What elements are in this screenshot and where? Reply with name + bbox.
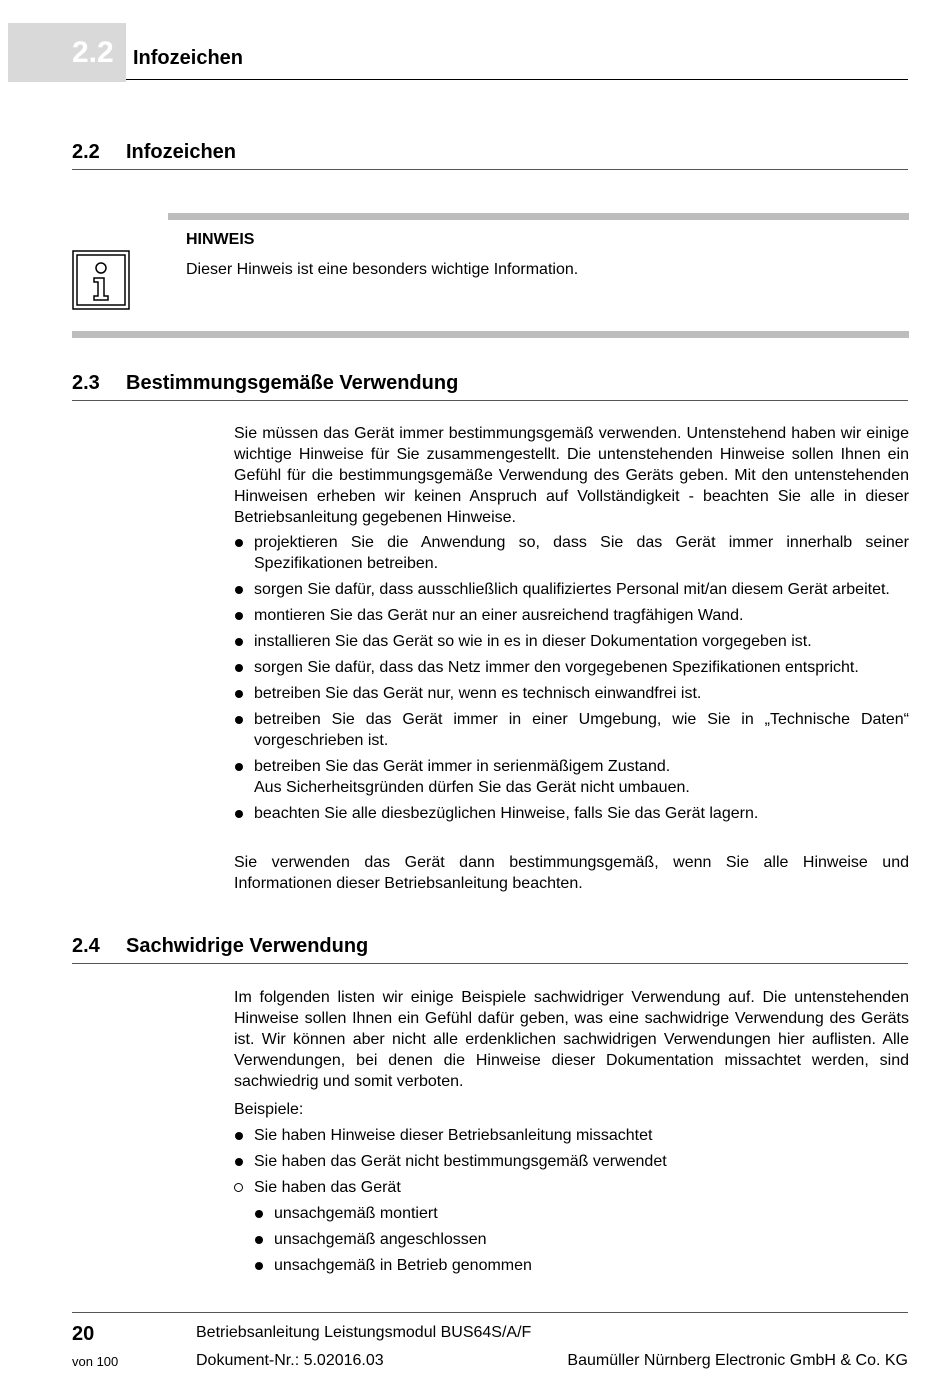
page-number: 20: [72, 1323, 95, 1345]
bullet-icon: [235, 763, 243, 771]
bullet-icon: [235, 690, 243, 698]
list-item: betreiben Sie das Gerät immer in serienmäßigem Zustand. Aus Sicherheitsgründen dürfen Sie das Gerät nicht umbauen.: [234, 756, 909, 798]
footer-rule: [72, 1312, 908, 1313]
bullet-icon: [255, 1210, 263, 1218]
section-title: Infozeichen: [126, 141, 237, 163]
intended-use-list: [234, 532, 909, 829]
section-number: 2.4: [72, 935, 100, 957]
header-rule: [126, 79, 908, 80]
improper-use-list: [234, 1125, 909, 1281]
paragraph-intended-use: Sie müssen das Gerät immer bestimmungsgemäß verwenden. Untenstehend haben wir einige wichtige Hinweise für Sie zusammengestellt. Die untenstehenden Hinweise sollen Ihnen ein Gefühl für die bestimmungsgemäße Verwendung des Geräts geben. Mit den untenstehenden Hinweisen erheben wir keinen Anspruch auf Vollständigkeit - beachten Sie alle in dieser Betriebsanleitung gegebenen Hinweise.: [234, 425, 909, 526]
bullet-icon: [235, 586, 243, 594]
list-item: Sie haben Hinweise dieser Betriebsanleitung missachtet: [234, 1125, 909, 1146]
list-item: montieren Sie das Gerät nur an einer ausreichend tragfähigen Wand.: [234, 605, 909, 626]
section-number: 2.3: [72, 372, 100, 394]
bullet-icon: [235, 664, 243, 672]
bullet-icon: [255, 1262, 263, 1270]
section-title: Sachwidrige Verwendung: [126, 935, 369, 957]
note-label: HINWEIS: [186, 231, 255, 248]
list-item: projektieren Sie die Anwendung so, dass Sie das Gerät immer innerhalb seiner Spezifikationen betreiben.: [234, 532, 909, 574]
document-number: Dokument-Nr.: 5.02016.03: [196, 1352, 384, 1369]
bullet-icon: [235, 1158, 243, 1166]
bullet-icon: [235, 539, 243, 547]
section-heading-2-4: [72, 935, 908, 964]
note-bottom-bar: [72, 331, 909, 338]
page-count: von 100: [72, 1354, 119, 1369]
info-sign-icon: [72, 250, 130, 310]
note-top-bar: [168, 213, 909, 220]
list-item: Sie haben das Gerät: [234, 1177, 909, 1198]
list-item: sorgen Sie dafür, dass das Netz immer den vorgegebenen Spezifikationen entspricht.: [234, 657, 909, 678]
document-title: Betriebsanleitung Leistungsmodul BUS64S/A/F: [196, 1324, 532, 1341]
list-item: sorgen Sie dafür, dass ausschließlich qualifiziertes Personal mit/an diesem Gerät arbeitet.: [234, 579, 909, 600]
section-heading-2-3: [72, 372, 908, 401]
list-item: betreiben Sie das Gerät immer in einer Umgebung, wie Sie in „Technische Daten“ vorgeschrieben ist.: [234, 709, 909, 751]
sub-list-item: unsachgemäß angeschlossen: [254, 1229, 909, 1250]
bullet-icon: [255, 1236, 263, 1244]
paragraph-improper-use: Im folgenden listen wir einige Beispiele sachwidriger Verwendung auf. Die untenstehenden Hinweise sollen Ihnen ein Gefühl dafür geben, was eine sachwidrige Verwendung des Geräts ist. Wir können aber nicht alle erdenklichen sachwidrigen Verwendungen hier auflisten. Alle Verwendungen, bei denen die Hinweise dieser Dokumentation missachtet werden, sind sachwiedrig und somit verboten.: [234, 989, 909, 1090]
list-item: betreiben Sie das Gerät nur, wenn es technisch einwandfrei ist.: [234, 683, 909, 704]
header-chapter-number: 2.2: [72, 36, 114, 69]
header-chapter-title: Infozeichen: [133, 47, 244, 69]
list-item: Sie haben das Gerät nicht bestimmungsgemäß verwendet: [234, 1151, 909, 1172]
section-number: 2.2: [72, 141, 100, 163]
list-item: beachten Sie alle diesbezüglichen Hinweise, falls Sie das Gerät lagern.: [234, 803, 909, 824]
section-title: Bestimmungsgemäße Verwendung: [126, 372, 459, 394]
company-name: Baumüller Nürnberg Electronic GmbH & Co. KG: [567, 1352, 908, 1369]
list-item: installieren Sie das Gerät so wie in es in dieser Dokumentation vorgegeben ist.: [234, 631, 909, 652]
section-heading-2-2: [72, 141, 908, 170]
bullet-icon: [235, 716, 243, 724]
bullet-icon: [235, 612, 243, 620]
note-text: Dieser Hinweis ist eine besonders wichtige Information.: [186, 261, 579, 278]
paragraph-intended-use-summary: Sie verwenden das Gerät dann bestimmungsgemäß, wenn Sie alle Hinweise und Informationen dieser Betriebsanleitung beachten.: [234, 854, 909, 892]
bullet-icon: [235, 1132, 243, 1140]
bullet-icon: [235, 638, 243, 646]
sub-list-item: unsachgemäß montiert: [254, 1203, 909, 1224]
sub-list-item: unsachgemäß in Betrieb genommen: [254, 1255, 909, 1276]
bullet-icon: [235, 810, 243, 818]
hollow-bullet-icon: [234, 1183, 243, 1192]
examples-label: Beispiele:: [234, 1101, 304, 1118]
